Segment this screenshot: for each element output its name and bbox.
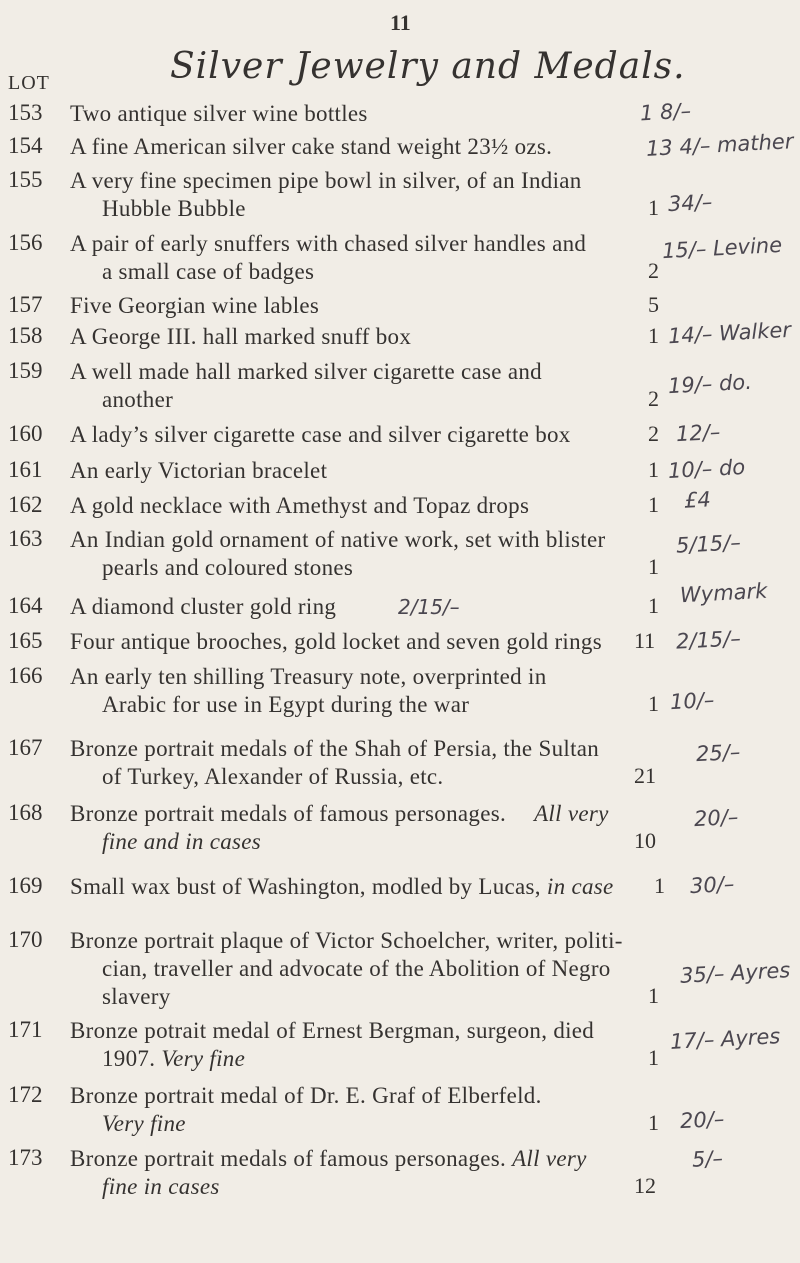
- lot-number: 155: [8, 167, 43, 192]
- lot-quantity: 1: [648, 492, 659, 517]
- page-number: 11: [390, 10, 411, 35]
- lot-description: of Turkey, Alexander of Russia, etc.: [102, 764, 444, 789]
- lot-number: 166: [8, 663, 43, 688]
- handwritten-price: 5/15/–: [675, 530, 742, 558]
- lot-quantity: 21: [634, 763, 656, 788]
- lot-description: cian, traveller and advocate of the Abolition of Negro: [102, 956, 611, 981]
- lot-description-note: All very: [534, 801, 609, 826]
- handwritten-price: 2/15/–: [398, 595, 460, 619]
- section-title: Silver Jewelry and Medals.: [170, 46, 686, 87]
- lot-quantity: 1: [648, 457, 659, 482]
- lot-quantity: 1: [648, 195, 659, 220]
- lot-number: 159: [8, 358, 43, 383]
- handwritten-price: 13 4/– mather: [645, 129, 794, 161]
- handwritten-price: 5/–: [691, 1146, 724, 1172]
- handwritten-price: 14/– Walker: [667, 317, 792, 349]
- lot-description: slavery: [102, 984, 171, 1009]
- lot-number: 172: [8, 1082, 43, 1107]
- lot-description: fine in cases: [102, 1174, 220, 1199]
- handwritten-price: 2/15/–: [675, 626, 742, 654]
- lot-description: A pair of early snuffers with chased silver handles and: [70, 231, 587, 256]
- handwritten-price: 10/–: [669, 687, 715, 715]
- lot-number: 157: [8, 292, 43, 317]
- lot-description: Bronze portrait medals of the Shah of Persia, the Sultan: [70, 736, 600, 761]
- lot-quantity: 2: [648, 386, 659, 411]
- lot-description: pearls and coloured stones: [102, 555, 354, 580]
- handwritten-price: 12/–: [675, 419, 721, 447]
- lot-number: 154: [8, 133, 43, 158]
- lot-description: Bronze potrait medal of Ernest Bergman, surgeon, died: [70, 1018, 595, 1043]
- lot-description: fine and in cases: [102, 829, 262, 854]
- lot-number: 162: [8, 492, 43, 517]
- handwritten-price: 35/– Ayres: [679, 958, 791, 988]
- lot-quantity: 1: [648, 691, 659, 716]
- lot-number: 164: [8, 593, 43, 618]
- lot-description: Bronze portrait medals of famous personages.: [70, 801, 507, 826]
- lot-quantity: 2: [648, 258, 659, 283]
- handwritten-price: 15/– Levine: [661, 232, 783, 264]
- lot-quantity: 1: [654, 873, 665, 898]
- lot-description: Two antique silver wine bottles: [70, 101, 368, 126]
- lot-quantity: 1: [648, 1045, 659, 1070]
- lot-description: Bronze portrait medals of famous personages.: [70, 1146, 507, 1171]
- lot-quantity: 11: [634, 628, 656, 653]
- handwritten-price: £4: [683, 487, 712, 513]
- lot-quantity: 12: [634, 1173, 656, 1198]
- lot-number: 173: [8, 1145, 43, 1170]
- lot-number: 156: [8, 230, 43, 255]
- lot-quantity: 1: [648, 593, 659, 618]
- lot-quantity: 1: [648, 323, 659, 348]
- lot-number: 153: [8, 100, 43, 125]
- lot-description: A diamond cluster gold ring: [70, 594, 337, 619]
- lot-description: Bronze portrait medal of Dr. E. Graf of Elberfeld.: [70, 1083, 542, 1108]
- lot-number: 170: [8, 927, 43, 952]
- lot-quantity: 1: [648, 554, 659, 579]
- lot-number: 171: [8, 1017, 43, 1042]
- handwritten-price: 20/–: [693, 804, 739, 832]
- lot-quantity: 1: [648, 983, 659, 1008]
- lot-description: Small wax bust of Washington, modled by Lucas,: [70, 874, 541, 899]
- lot-description: Hubble Bubble: [102, 196, 246, 221]
- handwritten-buyer: Wymark: [679, 578, 768, 608]
- lot-number: 163: [8, 526, 43, 551]
- handwritten-price: 20/–: [679, 1106, 725, 1134]
- lot-description-note: in case: [546, 874, 614, 899]
- lot-description: A George III. hall marked snuff box: [70, 324, 412, 349]
- lot-description: A well made hall marked silver cigarette case and: [70, 359, 542, 384]
- lot-description: Very fine: [102, 1111, 186, 1136]
- handwritten-price: 19/– do.: [667, 369, 753, 399]
- handwritten-price: 10/– do: [667, 454, 746, 484]
- lot-description-note: All very: [512, 1146, 587, 1171]
- lot-description-note: Very fine: [161, 1046, 246, 1071]
- lot-number: 165: [8, 628, 43, 653]
- lot-description: A very fine specimen pipe bowl in silver, of an Indian: [70, 168, 582, 193]
- handwritten-price: 25/–: [695, 739, 741, 767]
- lot-description: 1907.: [102, 1046, 156, 1071]
- lot-description: another: [102, 387, 174, 412]
- handwritten-price: 1 8/–: [639, 98, 692, 126]
- lot-quantity: 5: [648, 292, 659, 317]
- lot-description: A fine American silver cake stand weight 23½ ozs.: [70, 134, 553, 159]
- lot-description: a small case of badges: [102, 259, 315, 284]
- lot-description: A lady’s silver cigarette case and silver cigarette box: [70, 422, 571, 447]
- lot-column-header: LOT: [8, 72, 50, 94]
- lot-quantity: 2: [648, 421, 659, 446]
- lot-number: 160: [8, 421, 43, 446]
- handwritten-price: 34/–: [667, 189, 713, 217]
- lot-description: An early ten shilling Treasury note, overprinted in: [70, 664, 547, 689]
- lot-description: Five Georgian wine lables: [70, 293, 320, 318]
- handwritten-price: 30/–: [689, 871, 735, 899]
- lot-quantity: 10: [634, 828, 656, 853]
- lot-number: 161: [8, 457, 43, 482]
- lot-quantity: 1: [648, 1110, 659, 1135]
- lot-description: An Indian gold ornament of native work, set with blister: [70, 527, 606, 552]
- lot-number: 168: [8, 800, 43, 825]
- lot-description: Bronze portrait plaque of Victor Schoelcher, writer, politi-: [70, 928, 623, 953]
- handwritten-price: 17/– Ayres: [669, 1024, 781, 1054]
- lot-description: Four antique brooches, gold locket and seven gold rings: [70, 629, 602, 654]
- lot-description: Arabic for use in Egypt during the war: [102, 692, 470, 717]
- lot-description: An early Victorian bracelet: [70, 458, 328, 483]
- lot-number: 167: [8, 735, 43, 760]
- lot-number: 158: [8, 323, 43, 348]
- lot-number: 169: [8, 873, 43, 898]
- lot-description: A gold necklace with Amethyst and Topaz drops: [70, 493, 530, 518]
